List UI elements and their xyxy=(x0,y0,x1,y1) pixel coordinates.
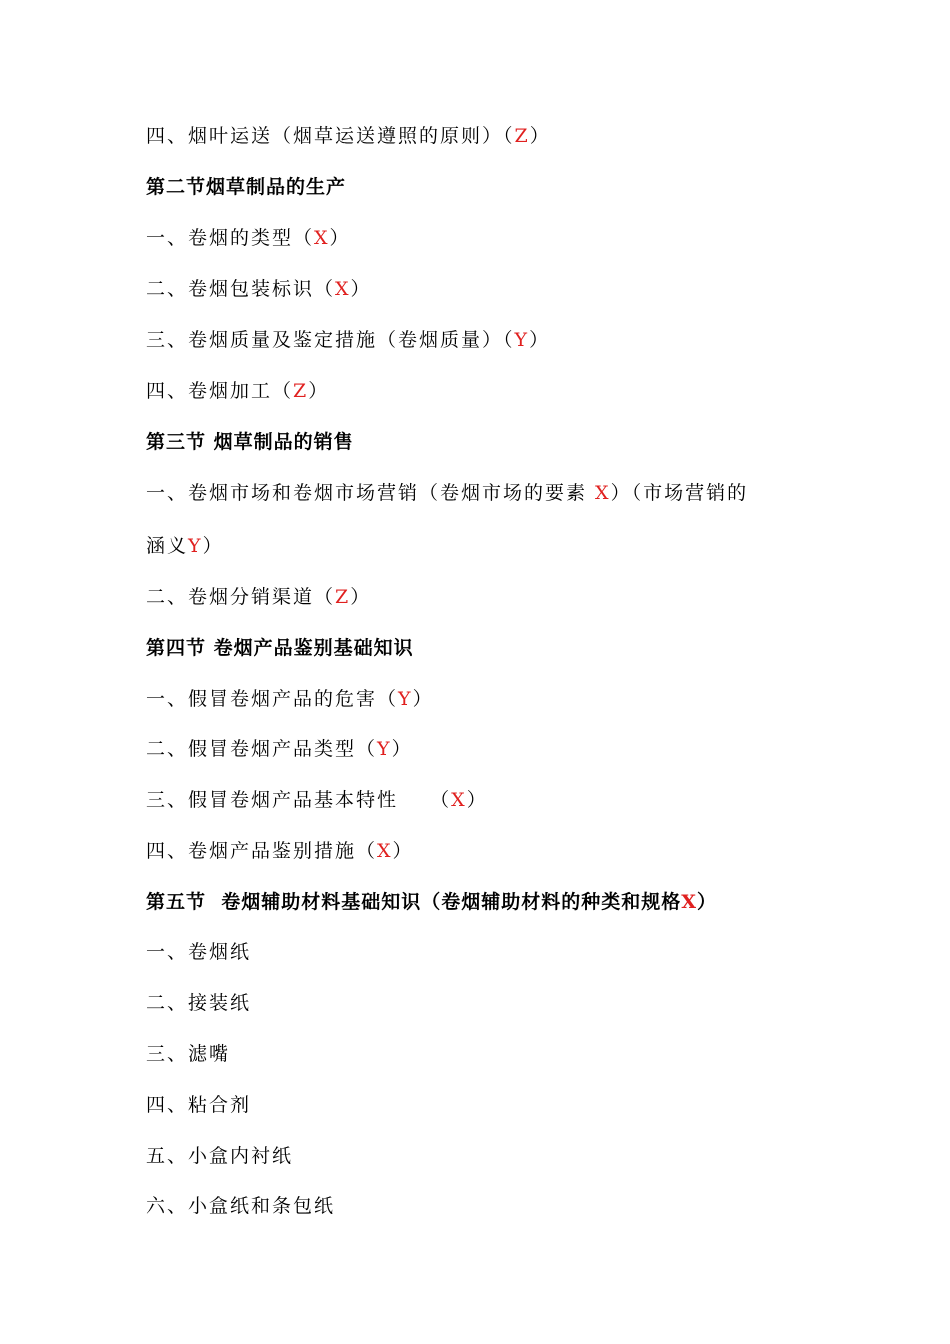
item-tail: ） xyxy=(392,840,414,862)
heading-text: 第五节 卷烟辅助材料基础知识（卷烟辅助材料的种类和规格 xyxy=(146,891,682,913)
item-tail: ） xyxy=(529,125,551,147)
section-item xyxy=(146,481,748,505)
item-tail: ） xyxy=(202,535,224,557)
section-item xyxy=(146,379,329,403)
item-text: 二、假冒卷烟产品类型（ xyxy=(146,738,378,760)
section-item xyxy=(146,226,351,250)
level-mark: Z xyxy=(514,125,530,147)
heading-tail: ） xyxy=(696,891,717,913)
item-text: 四、卷烟产品鉴别措施（ xyxy=(146,840,378,862)
item-text: 四、粘合剂 xyxy=(146,1094,252,1116)
level-mark: Y xyxy=(188,535,203,557)
level-mark: Y xyxy=(398,688,413,710)
section-heading xyxy=(146,890,717,914)
item-text: 六、小盒纸和条包纸 xyxy=(146,1195,336,1217)
item-tail: ） xyxy=(529,329,551,351)
item-text: 二、卷烟包装标识（ xyxy=(146,278,336,300)
level-mark: X xyxy=(335,278,351,300)
section-heading xyxy=(146,636,414,660)
section-item xyxy=(146,940,251,964)
item-tail: ） xyxy=(329,227,351,249)
level-mark: Z xyxy=(335,586,351,608)
item-text: 一、卷烟的类型（ xyxy=(146,227,315,249)
section-item xyxy=(146,1093,251,1117)
item-text: 二、接装纸 xyxy=(146,992,252,1014)
level-mark: Y xyxy=(377,738,392,760)
section-item xyxy=(146,585,371,609)
section-item xyxy=(146,1144,293,1168)
level-mark: X xyxy=(681,891,697,913)
item-text: 涵义 xyxy=(146,535,189,557)
section-item xyxy=(146,737,413,761)
item-tail: ） xyxy=(466,789,488,811)
section-item xyxy=(146,1042,230,1066)
section-item xyxy=(146,124,551,148)
item-text: 三、假冒卷烟产品基本特性 （ xyxy=(146,789,452,811)
level-mark: Y xyxy=(514,329,530,351)
item-tail: ） xyxy=(391,738,413,760)
item-text: 三、滤嘴 xyxy=(146,1043,231,1065)
item-text: 一、假冒卷烟产品的危害（ xyxy=(146,688,399,710)
heading-text: 第二节烟草制品的生产 xyxy=(146,176,347,198)
item-tail: ） xyxy=(350,586,372,608)
item-text: 一、卷烟市场和卷烟市场营销（卷烟市场的要素 xyxy=(146,482,596,504)
section-item xyxy=(146,991,251,1015)
section-item xyxy=(146,687,434,711)
heading-text: 第四节 卷烟产品鉴别基础知识 xyxy=(146,637,414,659)
item-tail: ） xyxy=(412,688,434,710)
level-mark: Z xyxy=(293,380,309,402)
level-mark: X xyxy=(451,789,467,811)
section-heading xyxy=(146,175,346,199)
item-text: 五、小盒内衬纸 xyxy=(146,1145,294,1167)
heading-text: 第三节 烟草制品的销售 xyxy=(146,431,354,453)
section-item xyxy=(146,534,224,558)
section-item xyxy=(146,1194,335,1218)
item-tail: ）（市场营销的 xyxy=(610,482,749,504)
level-mark: X xyxy=(595,482,611,504)
level-mark: X xyxy=(314,227,330,249)
item-text: 三、卷烟质量及鉴定措施（卷烟质量）（ xyxy=(146,329,515,351)
item-tail: ） xyxy=(350,278,372,300)
level-mark: X xyxy=(377,840,393,862)
item-text: 一、卷烟纸 xyxy=(146,941,252,963)
item-tail: ） xyxy=(308,380,330,402)
section-heading xyxy=(146,430,354,454)
item-text: 二、卷烟分销渠道（ xyxy=(146,586,336,608)
item-text: 四、烟叶运送（烟草运送遵照的原则）（ xyxy=(146,125,515,147)
section-item xyxy=(146,328,550,352)
item-text: 四、卷烟加工（ xyxy=(146,380,294,402)
section-item xyxy=(146,277,372,301)
section-item xyxy=(146,788,488,812)
section-item xyxy=(146,839,414,863)
